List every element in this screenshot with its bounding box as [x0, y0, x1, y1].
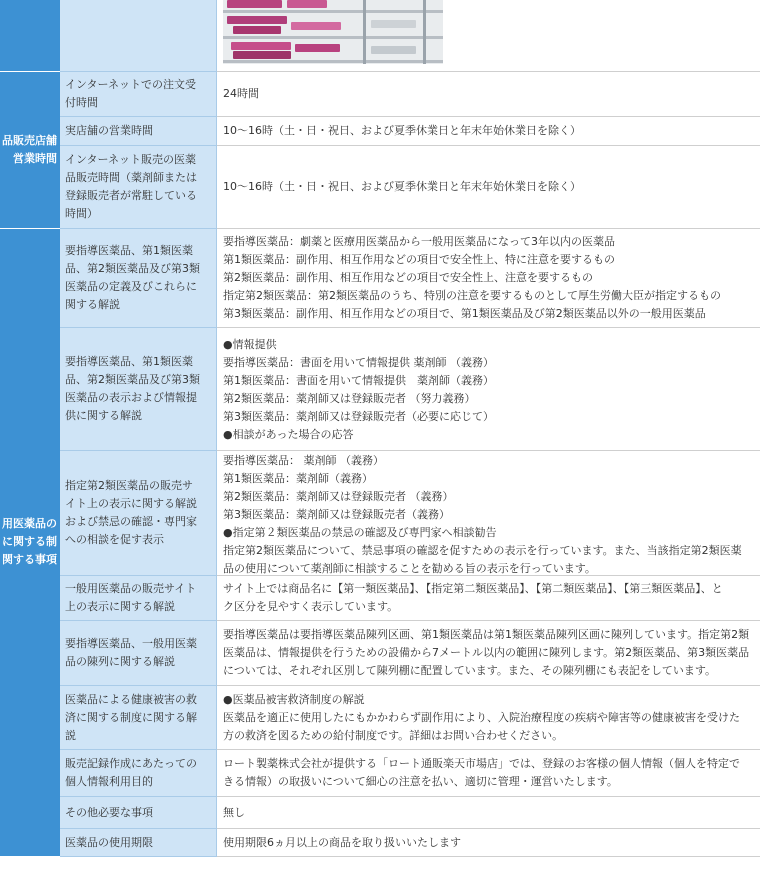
value-line: 第1類医薬品：書面を用いて情報提供 薬剤師（義務）	[223, 374, 494, 387]
row-value-store-hours	[217, 117, 760, 146]
row-label-shelf-layout	[60, 621, 217, 686]
row-value-other	[217, 797, 760, 829]
row-label-text: インターネット販売の医薬 品販売時間（薬剤師または 登録販売者が常駐している 時間）	[65, 153, 197, 220]
store-shelf-photo	[223, 0, 443, 64]
row-label-other	[60, 797, 217, 829]
value-line: 第1類医薬品：薬剤師（義務）	[223, 472, 373, 485]
category-label-hours: 品販売店舗 営業時間	[2, 134, 57, 165]
row-value-relief-system	[217, 686, 760, 750]
category-cell-hours	[0, 72, 60, 229]
value-line: 使用期限6ヵ月以上の商品を取り扱いいたします	[223, 835, 461, 849]
row-label-text: 要指導医薬品、第1類医薬 品、第2類医薬品及び第3類 医薬品の表示および情報提 供に関する解説	[65, 355, 200, 422]
category-cell-rules	[0, 229, 60, 857]
value-line: 指定第2類医薬品：第2類医薬品のうち、特別の注意を要するものとして厚生労働大臣が指定するもの	[223, 289, 721, 302]
row-label-privacy	[60, 750, 217, 797]
row-label-text: 要指導医薬品、第1類医薬 品、第2類医薬品及び第3類 医薬品の定義及びこれらに 関する解説	[65, 244, 200, 311]
row-label-order-hours	[60, 72, 217, 117]
row-label-text: 一般用医薬品の販売サイト 上の表示に関する解説	[65, 582, 197, 613]
value-line: 医薬品を適正に使用したにもかかわらず副作用により、入院治療程度の疾病や障害等の健康被害を受けた	[223, 710, 740, 724]
value-line: サイト上では商品名に【第一類医薬品】、【指定第二類医薬品】、【第二類医薬品】、【第三類医薬品】、と	[223, 582, 723, 595]
value-line: 要指導医薬品：書面を用いて情報提供 薬剤師 （義務）	[223, 356, 494, 369]
row-label-store-hours	[60, 117, 217, 146]
row-value-designated-2	[217, 451, 760, 576]
value-line: 24時間	[223, 87, 259, 100]
value-line: 10〜16時（土・日・祝日、および夏季休業日と年末年始休業日を除く）	[223, 124, 581, 137]
row-value-display-info	[217, 328, 760, 451]
row-label-text: インターネットでの注文受 付時間	[65, 78, 197, 109]
category-label-rules: 用医薬品の に関する制 関する事項	[2, 517, 57, 566]
row-label-expiry	[60, 829, 217, 857]
value-line: ロート製薬株式会社が提供する「ロート通販楽天市場店」では、登録のお客様の個人情報（個人を特定で	[223, 757, 740, 770]
value-line: 無し	[223, 805, 245, 819]
row-label-display-info	[60, 328, 217, 451]
row-label-photo-row	[60, 0, 217, 72]
row-value-shelf-layout	[217, 621, 760, 686]
value-line: 方の救済を図るための給付制度です。詳細はお問い合わせください。	[223, 728, 564, 742]
value-line: 第2類医薬品：副作用、相互作用などの項目で安全性上、注意を要するもの	[223, 271, 593, 284]
value-line: 第3類医薬品：副作用、相互作用などの項目で、第1類医薬品及び第2類医薬品以外の一般用医薬品	[223, 307, 706, 320]
value-line: 第2類医薬品：薬剤師又は登録販売者 （義務）	[223, 490, 454, 503]
row-label-text: その他必要な事項	[65, 805, 153, 819]
row-label-text: 販売記録作成にあたっての 個人情報利用目的	[65, 757, 197, 788]
value-line: 品の使用について薬剤師に相談することを勧める旨の表示を行っています。	[223, 562, 596, 575]
value-line: 第2類医薬品：薬剤師又は登録販売者 （努力義務）	[223, 392, 476, 405]
value-line: 10〜16時（土・日・祝日、および夏季休業日と年末年始休業日を除く）	[223, 180, 581, 193]
value-line: 第1類医薬品：副作用、相互作用などの項目で安全性上、特に注意を要するもの	[223, 253, 615, 266]
value-line: ク区分を見やすく表示しています。	[223, 600, 399, 613]
row-label-online-hours	[60, 146, 217, 229]
row-label-relief-system	[60, 686, 217, 750]
value-line: ●医薬品被害救済制度の解説	[223, 692, 365, 706]
row-label-text: 要指導医薬品、一般用医薬 品の陳列に関する解説	[65, 637, 197, 668]
category-cell-blank	[0, 0, 60, 72]
value-line: については、それぞれ区別して陳列棚に配置しています。また、その陳列棚にも表記をしています。	[223, 664, 717, 677]
row-label-designated-2	[60, 451, 217, 576]
value-line: 第3類医薬品：薬剤師又は登録販売者（義務）	[223, 508, 450, 521]
value-line: ●指定第２類医薬品の禁忌の確認及び専門家へ相談勧告	[223, 526, 497, 539]
value-line: 要指導医薬品： 薬剤師 （義務）	[223, 454, 384, 467]
row-value-site-display	[217, 576, 760, 621]
row-value-privacy	[217, 750, 760, 797]
value-line: 要指導医薬品：劇薬と医療用医薬品から一般用医薬品になって3年以内の医薬品	[223, 235, 615, 248]
row-label-text: 指定第2類医薬品の販売サ イト上の表示に関する解説 および禁忌の確認・専門家 への相談を促す表示	[65, 479, 197, 546]
value-line: きる情報）の取扱いについて細心の注意を払い、適切に管理・運営いたします。	[223, 775, 618, 788]
row-label-text: 医薬品の使用期限	[65, 835, 153, 849]
value-line: 第3類医薬品：薬剤師又は登録販売者（必要に応じて）	[223, 410, 494, 423]
value-line: 指定第2類医薬品について、禁忌事項の確認を促すための表示を行っています。また、当該指定第2類医薬	[223, 544, 742, 557]
row-value-order-hours	[217, 72, 760, 117]
row-label-text: 実店舗の営業時間	[65, 124, 153, 137]
row-label-site-display	[60, 576, 217, 621]
row-value-expiry	[217, 829, 760, 857]
row-label-text: 医薬品による健康被害の救 済に関する制度に関する解 説	[65, 692, 197, 742]
row-value-definitions	[217, 229, 760, 328]
value-line: 要指導医薬品は要指導医薬品陳列区画、第1類医薬品は第1類医薬品陳列区画に陳列しています。指定第2類	[223, 628, 750, 641]
row-label-definitions	[60, 229, 217, 328]
value-line: ●相談があった場合の応答	[223, 428, 354, 441]
value-line: 医薬品は、情報提供を行うための設備から7メートル以内の範囲に陳列します。第2類医薬品、第3類医薬品	[223, 646, 750, 659]
value-line: ●情報提供	[223, 338, 277, 351]
row-value-online-hours	[217, 146, 760, 229]
